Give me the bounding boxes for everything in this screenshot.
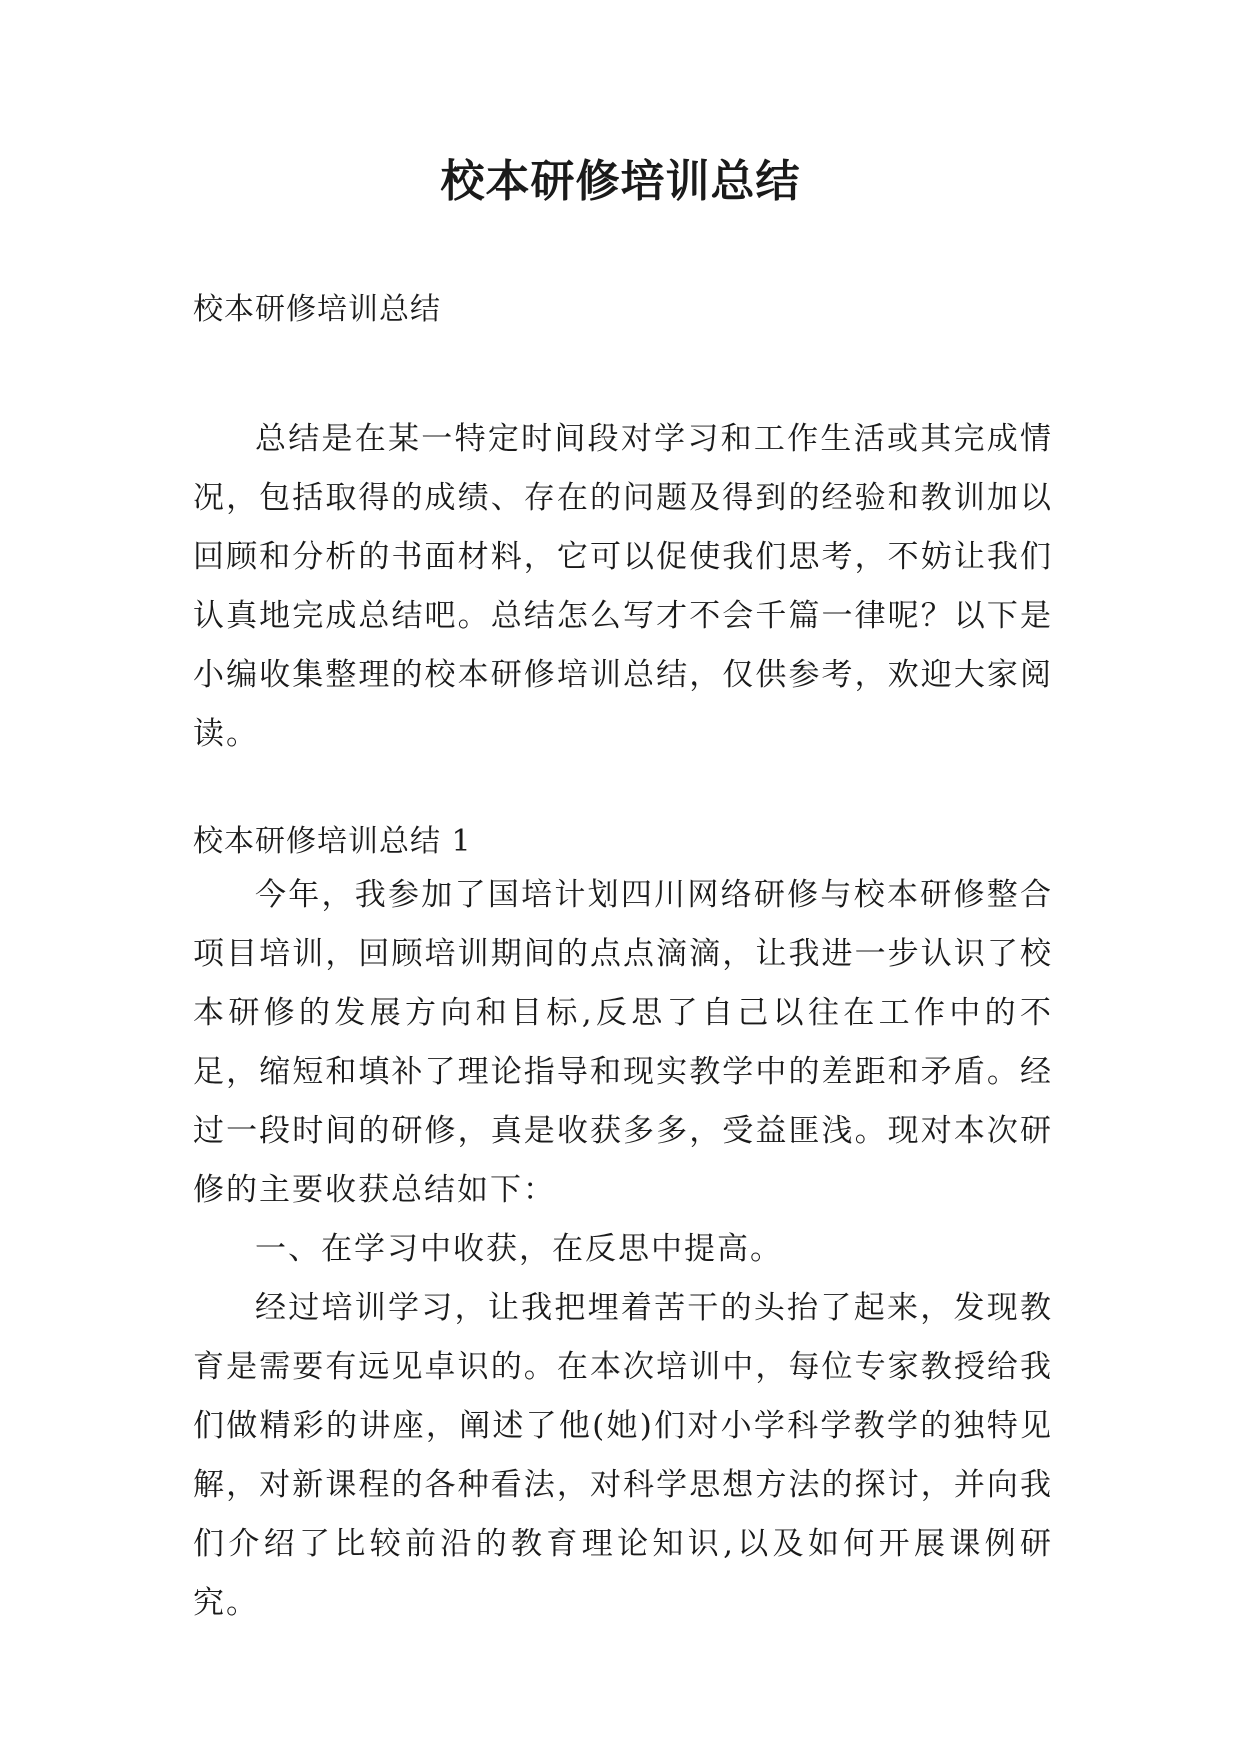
point-heading: 一、在学习中收获，在反思中提高。 [255, 1231, 783, 1267]
section-paragraph: 今年，我参加了国培计划四川网络研修与校本研修整合项目培训，回顾培训期间的点点滴滴，让我进一步认识了校本研修的发展方向和目标,反思了自己以往在工作中的不足，缩短和填补了理论指导和现实教学中的差距和矛盾。经过一段时间的研修，真是收获多多，受益匪浅。现对本次研修的主要收获总结如下： [193, 877, 1053, 1208]
section-paragraph-2: 经过培训学习，让我把埋着苦干的头抬了起来，发现教育是需要有远见卓识的。在本次培训中，每位专家教授给我们做精彩的讲座，阐述了他(她)们对小学科学教学的独特见解，对新课程的各种看法，对科学思想方法的探讨，并向我们介绍了比较前沿的教育理论知识,以及如何开展课例研究。 [193, 1290, 1053, 1621]
document-title: 校本研修培训总结 [440, 156, 801, 207]
intro-paragraph: 总结是在某一特定时间段对学习和工作生活或其完成情况，包括取得的成绩、存在的问题及得到的经验和教训加以回顾和分析的书面材料，它可以促使我们思考，不妨让我们认真地完成总结吧。总结怎么写才不会千篇一律呢？以下是小编收集整理的校本研修培训总结，仅供参考，欢迎大家阅读。 [193, 421, 1053, 752]
section-heading: 校本研修培训总结 1 [193, 824, 472, 859]
document-subtitle: 校本研修培训总结 [193, 292, 441, 327]
